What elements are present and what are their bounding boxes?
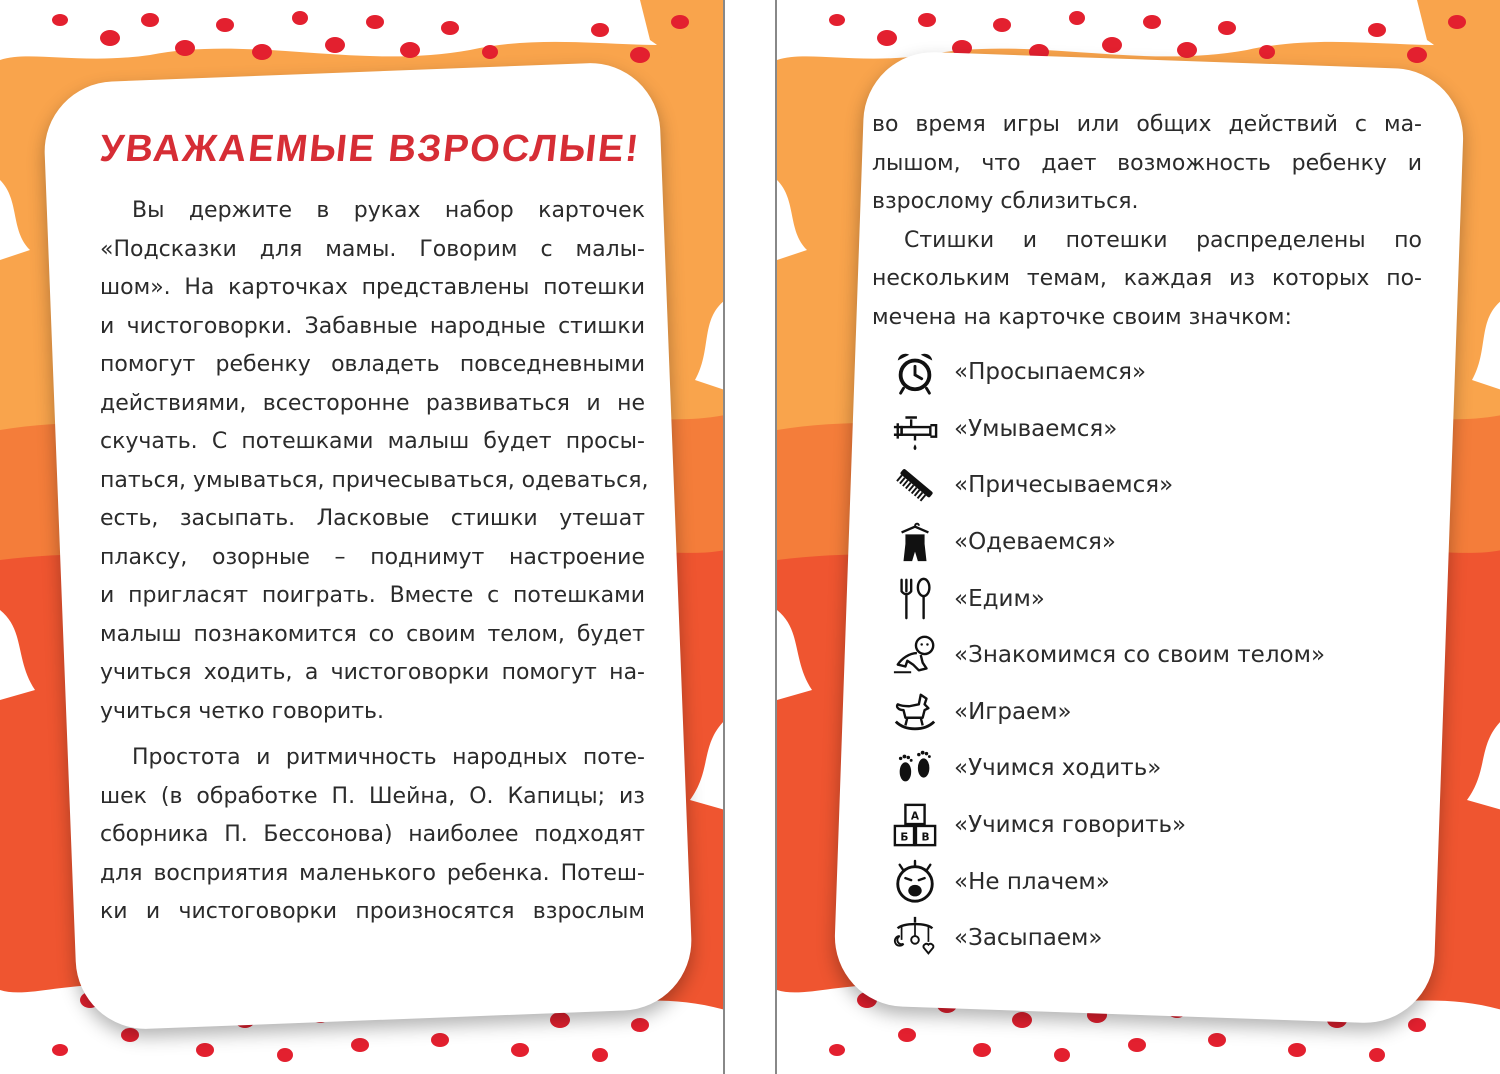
romper-on-hanger-icon	[890, 517, 940, 567]
intro-text	[100, 192, 649, 932]
block-letter: В	[921, 831, 930, 844]
topic-label: «Едим»	[954, 585, 1045, 612]
text-line: ки и чистоговорки произносятся взрослым	[100, 899, 645, 924]
text-line: мечена на карточке своим значком:	[872, 304, 1292, 330]
block-letter: Б	[900, 831, 909, 844]
text-line: учиться ходить, а чистоговорки помогут на-	[100, 660, 645, 685]
right-card	[775, 0, 1500, 1074]
text-line: и чистоговорки. Забавные народные стишки	[100, 313, 645, 339]
crawling-baby-icon	[890, 630, 940, 680]
topic-item	[890, 910, 1450, 967]
text-line: есть, засыпать. Ласковые стишки утешат	[100, 506, 645, 531]
topic-label: «Засыпаем»	[954, 925, 1103, 952]
topic-label: «Учимся ходить»	[954, 755, 1162, 782]
topic-item	[890, 740, 1450, 797]
topic-list	[890, 344, 1450, 967]
crying-face-icon	[890, 857, 940, 907]
text-line: и пригласят поиграть. Вместе с потешками	[100, 583, 645, 608]
block-letter: А	[910, 810, 920, 823]
text-line: сборника П. Бессонова) наиболее подходят	[100, 822, 645, 847]
text-line: Вы держите в руках набор карточек	[132, 198, 645, 223]
footprints-icon	[890, 743, 940, 793]
left-card	[0, 0, 725, 1074]
topic-item	[890, 627, 1450, 684]
letter-blocks-icon	[890, 800, 940, 850]
topic-label: «Причесываемся»	[954, 472, 1174, 499]
text-line: Стишки и потешки распределены по	[904, 227, 1422, 253]
text-line: учиться четко говорить.	[100, 698, 384, 724]
topic-label: «Не плачем»	[954, 868, 1110, 895]
rocking-horse-icon	[890, 687, 940, 737]
topic-item	[890, 514, 1450, 571]
text-line: малыш познакомится со своим телом, будет	[100, 621, 645, 647]
topic-item	[890, 570, 1450, 627]
continued-text	[872, 106, 1422, 337]
text-line: паться, умываться, причесываться, одеваться,	[100, 467, 649, 493]
text-line: нескольким темам, каждая из которых по-	[872, 266, 1422, 291]
topic-label: «Учимся говорить»	[954, 812, 1187, 839]
topic-label: «Одеваемся»	[954, 529, 1116, 556]
text-line: шек (в обработке П. Шейна, О. Капицы; из	[100, 783, 645, 809]
text-line: Простота и ритмичность народных поте-	[132, 745, 645, 770]
text-line: «Подсказки для мамы. Говорим с малы-	[100, 236, 645, 262]
topic-item	[890, 853, 1450, 910]
text-line: действиями, всесторонне развиваться и не	[100, 390, 645, 416]
comb-icon	[890, 460, 940, 510]
topic-label: «Просыпаемся»	[954, 359, 1147, 386]
text-line: лышом, что дает возможность ребенку и	[872, 150, 1422, 176]
text-line: во время игры или общих действий с ма-	[872, 112, 1422, 137]
text-line: скучать. С потешками малыш будет просы-	[100, 429, 645, 454]
alarm-clock-icon	[890, 347, 940, 397]
text-line: шом». На карточках представлены потешки	[100, 275, 645, 300]
topic-label: «Умываемся»	[954, 415, 1118, 442]
page-title: УВАЖАЕМЫЕ ВЗРОСЛЫЕ!	[97, 128, 643, 170]
topic-label: «Играем»	[954, 698, 1072, 725]
text-line: помогут ребенку овладеть повседневными	[100, 352, 645, 377]
text-line: плаксу, озорные – поднимут настроение	[100, 544, 645, 570]
text-line: взрослому сблизиться.	[872, 189, 1139, 214]
topic-item	[890, 457, 1450, 514]
topic-item	[890, 797, 1450, 854]
topic-item	[890, 684, 1450, 741]
crib-mobile-icon	[890, 913, 940, 963]
fork-spoon-icon	[890, 574, 940, 624]
text-line: для восприятия маленького ребенка. Потеш-	[100, 860, 645, 886]
faucet-icon	[890, 404, 940, 454]
topic-item	[890, 344, 1450, 401]
topic-item	[890, 401, 1450, 458]
topic-label: «Знакомимся со своим телом»	[954, 642, 1326, 669]
